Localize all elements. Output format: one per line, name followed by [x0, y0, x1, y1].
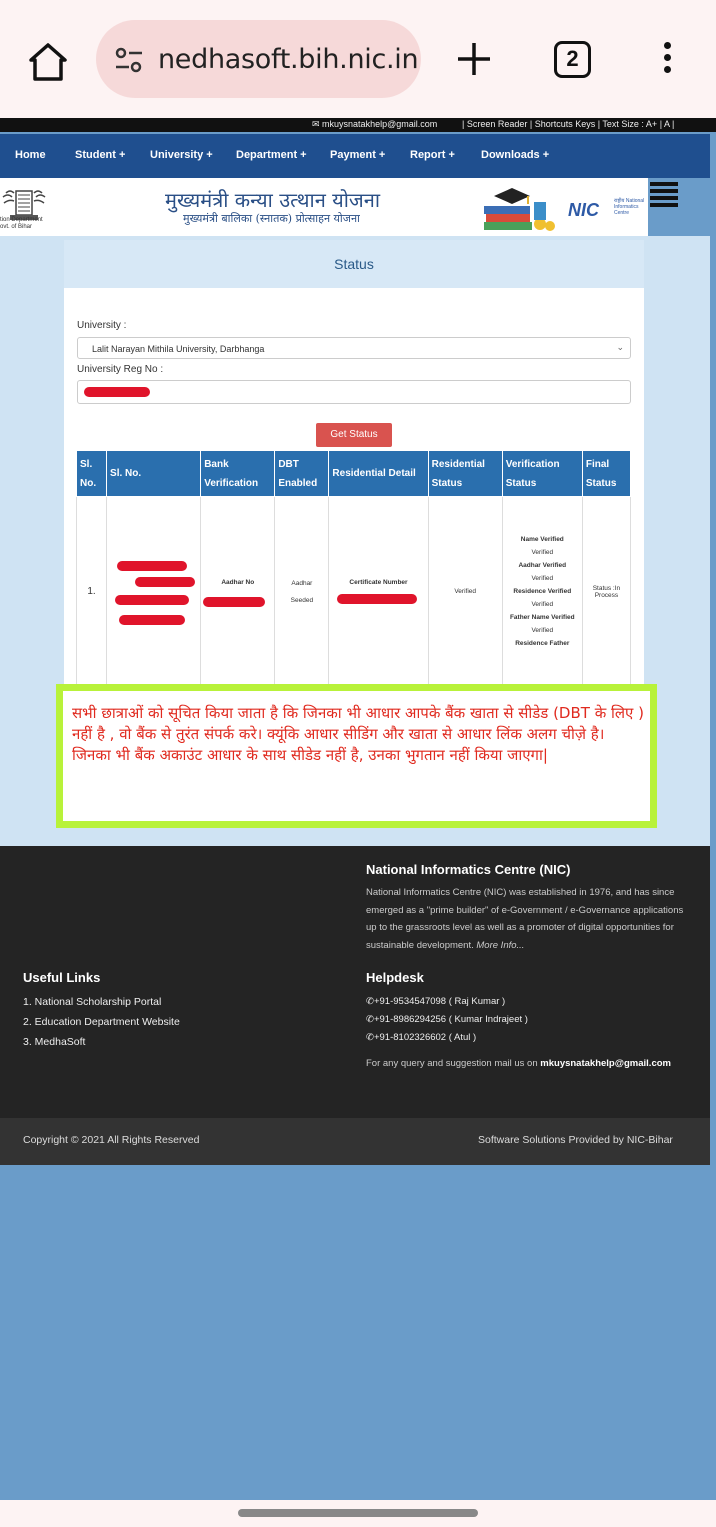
nic-logo-caption: राष्ट्रीय National Informatics Centre [614, 198, 645, 216]
top-utility-strip [0, 118, 716, 132]
student-details-cell [107, 497, 201, 687]
get-status-button[interactable]: Get Status [316, 423, 392, 447]
site-banner [0, 178, 648, 236]
url-text[interactable]: nedhasoft.bih.nic.in [158, 44, 419, 75]
page-background [0, 1165, 716, 1500]
nav-downloads[interactable]: Downloads + [481, 149, 550, 161]
bank-verification-cell: Aadhar No [201, 497, 275, 687]
reg-no-label: University Reg No : [77, 364, 164, 375]
status-table [76, 450, 631, 687]
redaction-mark [84, 387, 150, 397]
contact-email[interactable]: ✉ mkuysnatakhelp@gmail.com [312, 119, 438, 129]
useful-links-heading: Useful Links [23, 970, 101, 985]
scheme-subtitle: मुख्यमंत्री बालिका (स्नातक) प्रोत्साहन योजना [183, 212, 360, 225]
query-email-link[interactable]: mkuysnatakhelp@gmail.com [540, 1058, 671, 1069]
university-select[interactable]: Lalit Narayan Mithila University, Darbhanga ⌄ [77, 337, 631, 359]
nav-student[interactable]: Student + [75, 149, 126, 161]
verification-status-cell: Name Verified Verified Aadhar Verified Verified Residence Verified Verified Father Name Verified Verified Residence Father [502, 497, 582, 687]
hamburger-menu-icon[interactable] [650, 182, 678, 210]
reg-no-input[interactable] [77, 380, 631, 404]
main-nav [0, 134, 710, 178]
helpdesk-phone[interactable]: ✆+91-8986294256 ( Kumar Indrajeet ) [366, 1014, 528, 1025]
query-note: For any query and suggestion mail us on mkuysnatakhelp@gmail.com [366, 1058, 671, 1069]
table-header: DBT Enabled [275, 451, 329, 497]
phone-icon: ✆ [366, 1032, 374, 1043]
nav-home[interactable]: Home [15, 149, 46, 161]
university-label: University : [77, 320, 127, 331]
residential-detail-cell: Certificate Number [329, 497, 428, 687]
site-settings-icon[interactable] [114, 46, 144, 74]
accessibility-links[interactable]: | Screen Reader | Shortcuts Keys | Text Size : A+ | A | [462, 119, 675, 129]
site-footer [0, 846, 710, 1118]
home-icon[interactable] [26, 40, 70, 84]
helpdesk-phone[interactable]: ✆+91-8102326602 ( Atul ) [366, 1032, 477, 1043]
provided-by-text: Software Solutions Provided by NIC-Bihar [478, 1134, 673, 1146]
helpdesk-phone[interactable]: ✆+91-9534547098 ( Raj Kumar ) [366, 996, 506, 1007]
chevron-down-icon: ⌄ [616, 342, 624, 352]
books-graduation-icon [482, 184, 562, 232]
more-info-link[interactable]: More Info... [476, 939, 525, 951]
home-indicator[interactable] [238, 1509, 478, 1517]
gesture-navigation-bar [0, 1500, 716, 1527]
useful-link[interactable]: 2. Education Department Website [23, 1016, 180, 1028]
nic-description: National Informatics Centre (NIC) was established in 1976, and has since emerged as a "prime builder" of e-Government / e-Governance applications up to the grassroots level as well as a promoter of digital opportunities for sustainable development. More Info... [366, 887, 684, 951]
phone-icon: ✆ [366, 1014, 374, 1025]
dbt-enabled-cell: Aadhar Seeded [275, 497, 329, 687]
browser-toolbar [0, 0, 716, 118]
nic-heading: National Informatics Centre (NIC) [366, 862, 571, 877]
panel-heading: Status [64, 240, 644, 288]
table-header: Residential Status [428, 451, 502, 497]
phone-icon: ✆ [366, 996, 374, 1007]
useful-link[interactable]: 1. National Scholarship Portal [23, 996, 162, 1008]
table-row [77, 497, 631, 687]
address-bar[interactable] [96, 20, 421, 98]
emblem-caption: tion Department ovt. of Bihar [0, 217, 43, 230]
new-tab-icon[interactable] [455, 40, 493, 78]
nav-report[interactable]: Report + [410, 149, 455, 161]
useful-link[interactable]: 3. MedhaSoft [23, 1036, 86, 1048]
nic-logo: NIC [568, 200, 599, 220]
status-panel [64, 240, 644, 685]
notice-text: सभी छात्राओं को सूचित किया जाता है कि जिनका भी आधार आपके बैंक खाता से सीडेड (DBT के लिए ) नहीं है , वो बैंक से तुरंत संपर्क करे। क्यूंकि आधार सीडिंग और खाता से आधार लिंक अलग चीज़े है। जिनका भी बैंक अकाउंट आधार के साथ सीडेड नहीं है, उनका भुगतान नहीं किया जाएगा| [72, 704, 644, 764]
row-serial: 1. [77, 497, 107, 687]
table-header: Sl. No. [107, 451, 201, 497]
notice-box [56, 684, 657, 828]
copyright-bar [0, 1118, 710, 1165]
table-header: Final Status [582, 451, 630, 497]
nav-university[interactable]: University + [150, 149, 213, 161]
tab-switcher-button[interactable]: 2 [554, 41, 591, 78]
more-menu-icon[interactable] [660, 42, 674, 78]
table-header: Verification Status [502, 451, 582, 497]
helpdesk-heading: Helpdesk [366, 970, 424, 985]
table-header: Sl. No. [77, 451, 107, 497]
table-header: Residential Detail [329, 451, 428, 497]
nav-department[interactable]: Department + [236, 149, 307, 161]
final-status-cell: Status :In Process [582, 497, 630, 687]
table-header: Bank Verification [201, 451, 275, 497]
nav-payment[interactable]: Payment + [330, 149, 386, 161]
scheme-title: मुख्यमंत्री कन्या उत्थान योजना [165, 188, 381, 212]
copyright-text: Copyright © 2021 All Rights Reserved [23, 1134, 200, 1146]
residential-status-cell: Verified [428, 497, 502, 687]
